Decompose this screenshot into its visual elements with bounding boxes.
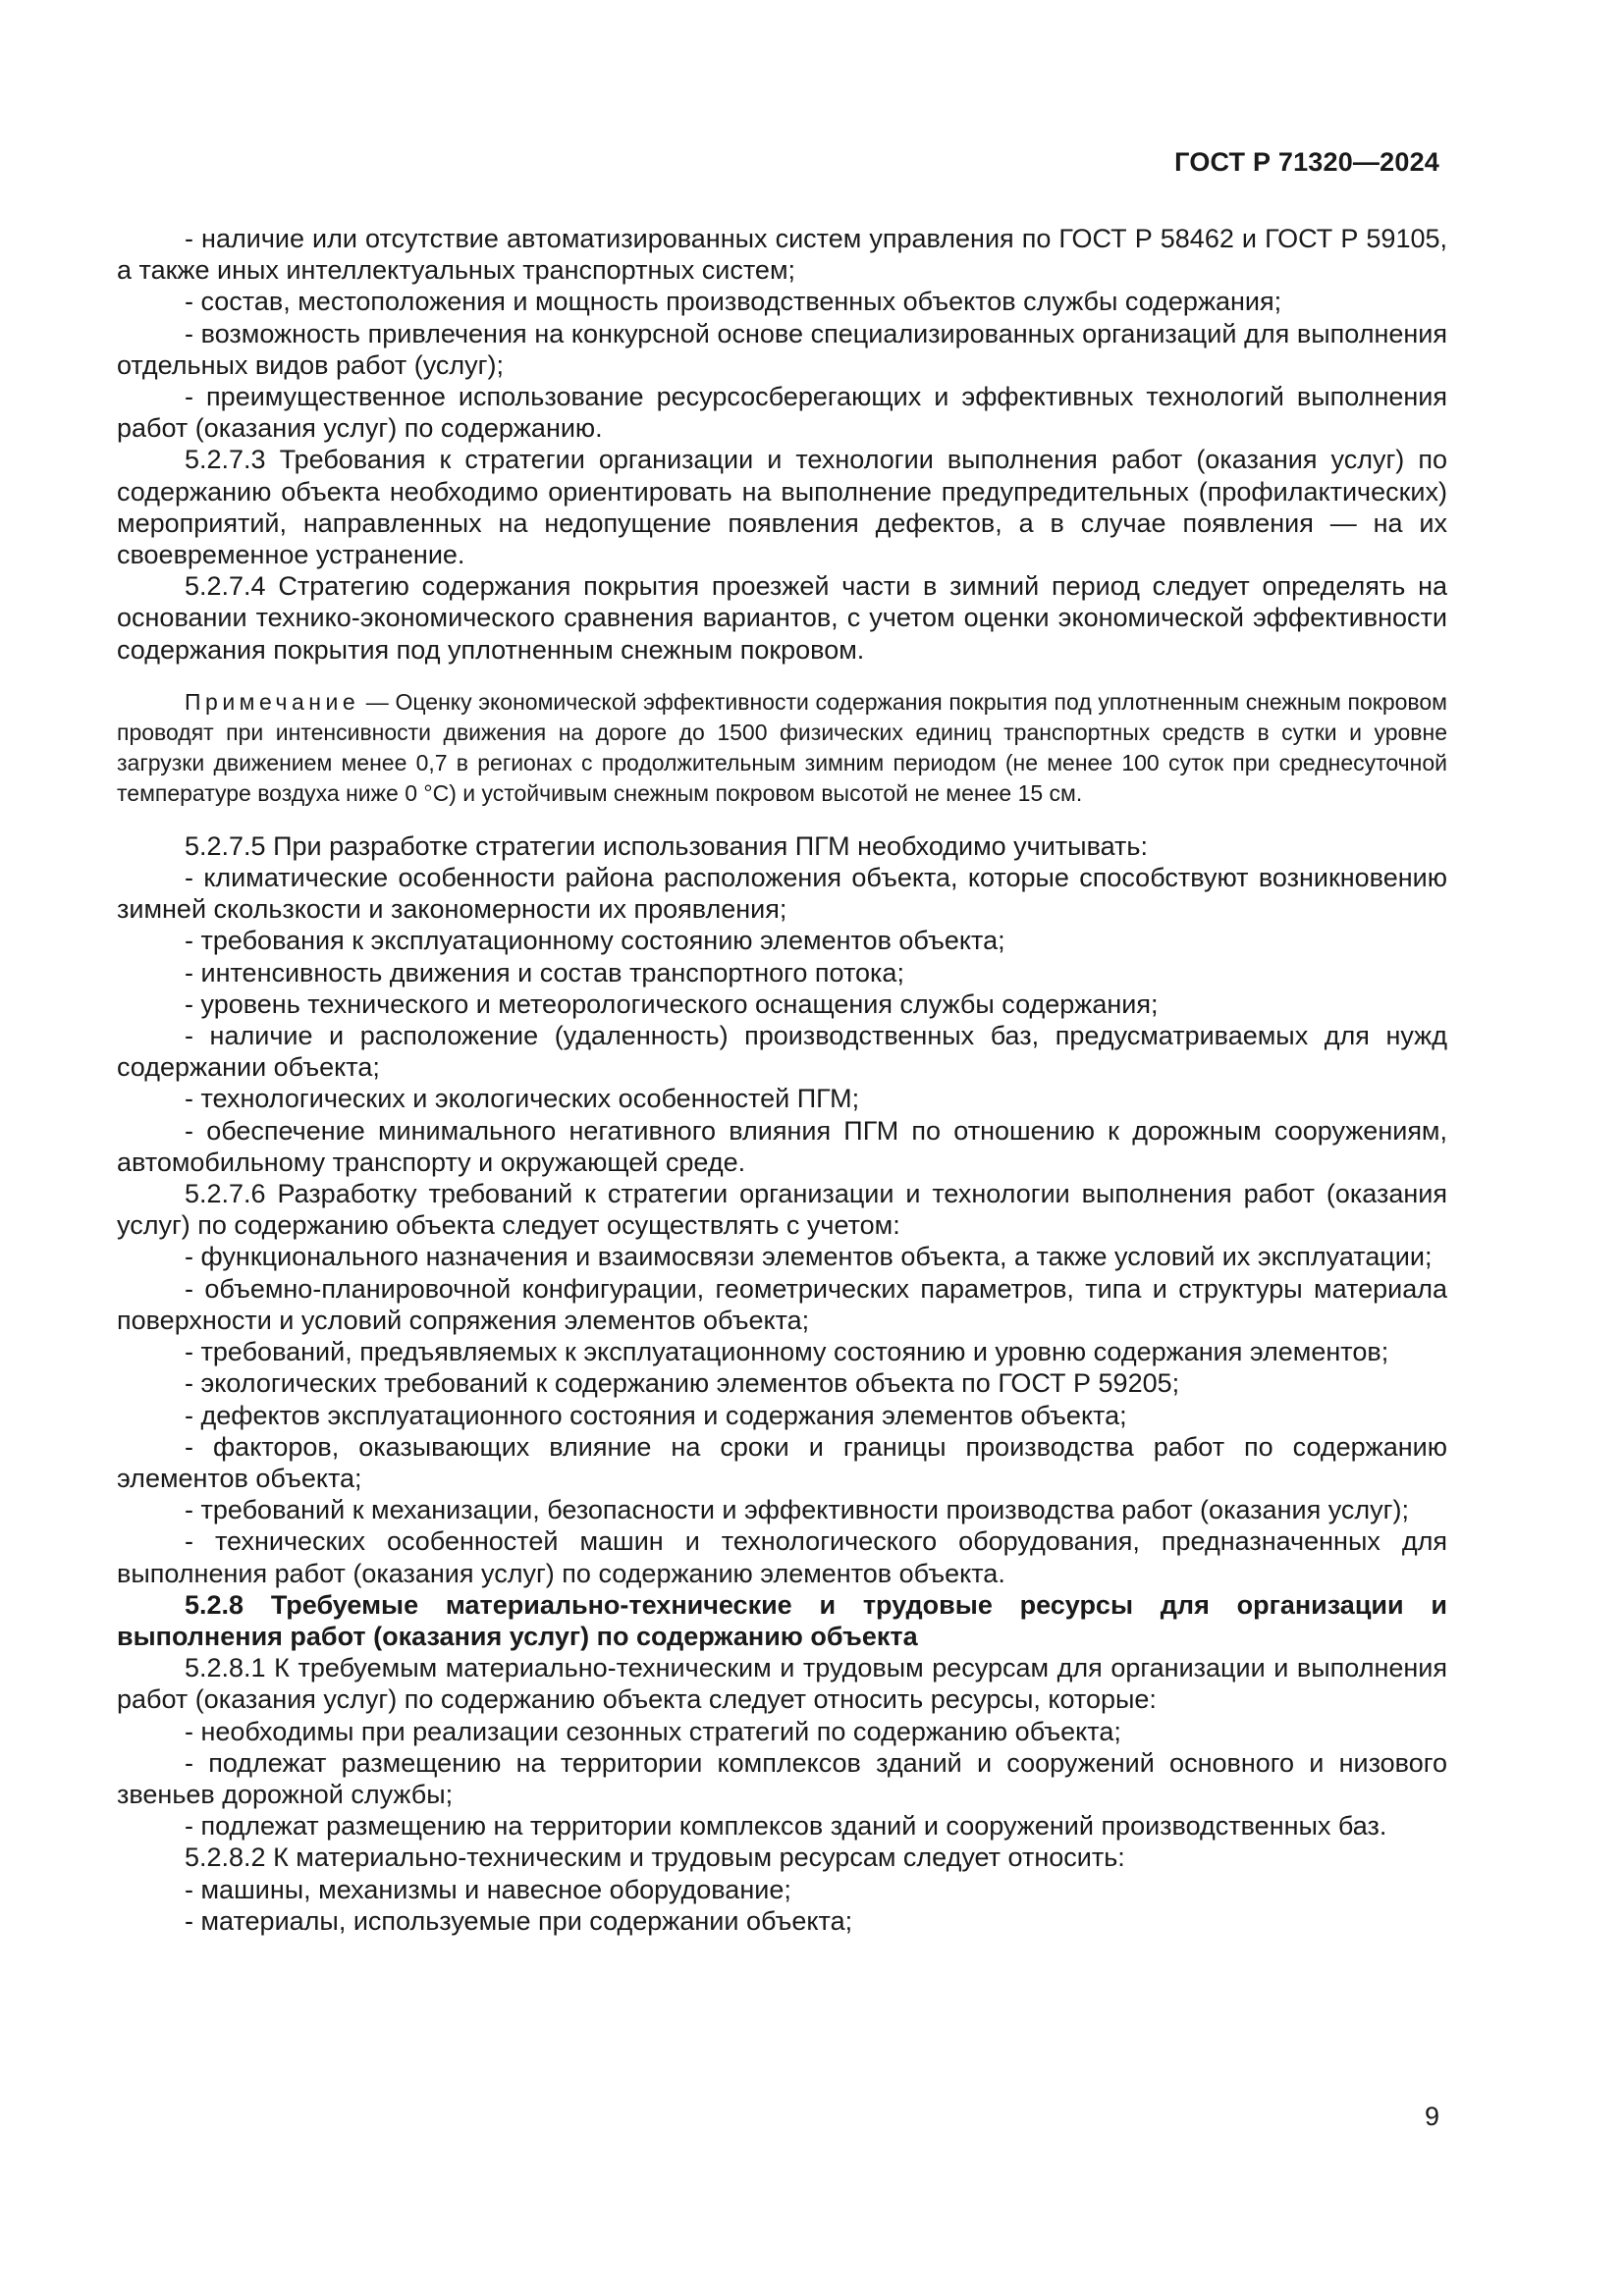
- note-label: Примечание: [185, 688, 360, 715]
- list-item: - дефектов эксплуатационного состояния и содержания элементов объекта;: [185, 1400, 1127, 1430]
- list-item: - технологических и экологических особенностей ПГМ;: [185, 1084, 860, 1114]
- list-item: - преимущественное использование ресурсосберегающих и эффективных технологий выполнения работ (оказания услуг) по содержанию.: [117, 382, 1447, 444]
- list-item: - возможность привлечения на конкурсной основе специализированных организаций для выполнения отдельных видов работ (услуг);: [117, 318, 1447, 380]
- list-item: - состав, местоположения и мощность производственных объектов службы содержания;: [185, 287, 1282, 317]
- document-code-header: ГОСТ Р 71320—2024: [1174, 147, 1439, 177]
- list-item: - требований к механизации, безопасности и эффективности производства работ (оказания услуг);: [185, 1495, 1409, 1525]
- note-text: — Оценку экономической эффективности содержания покрытия под уплотненным снежным покровом проводят при интенсивности движения на дороге до 1500 физических единиц транспортных средств в сутки и уровне загрузки движением менее 0,7 в регионах с продолжительным зимним периодом (не менее 100 суток при среднесуточной температуре воздуха ниже 0 °С) и устойчивым снежным покровом высотой не менее 15 см.: [117, 688, 1447, 806]
- clause-5-2-7-3: 5.2.7.3 Требования к стратегии организации и технологии выполнения работ (оказания услуг) по содержанию объекта необходимо ориентировать на выполнение предупредительных (профилактических) мероприятий, направленных на недопущение появления дефектов, а в случае появления — на их своевременное устранение.: [117, 445, 1447, 570]
- list-item: - уровень технического и метеорологического оснащения службы содержания;: [185, 988, 1159, 1019]
- page-number: 9: [1424, 2102, 1439, 2131]
- list-item: - технических особенностей машин и технологического оборудования, предназначенных для выполнения работ (оказания услуг) по содержанию элементов объекта.: [117, 1526, 1447, 1588]
- list-item: - подлежат размещению на территории комплексов зданий и сооружений основного и низового звеньев дорожной службы;: [117, 1747, 1447, 1809]
- clause-5-2-8-1: 5.2.8.1 К требуемым материально-техническим и трудовым ресурсам для организации и выполнения работ (оказания услуг) по содержанию объекта следует относить ресурсы, которые:: [117, 1653, 1447, 1715]
- clause-5-2-7-4: 5.2.7.4 Стратегию содержания покрытия проезжей части в зимний период следует определять на основании технико-экономического сравнения вариантов, с учетом оценки экономической эффективности содержания покрытия под уплотненным снежным покровом.: [117, 571, 1447, 665]
- clause-5-2-8-2: 5.2.8.2 К материально-техническим и трудовым ресурсам следует относить:: [185, 1842, 1125, 1873]
- list-item: - обеспечение минимального негативного влияния ПГМ по отношению к дорожным сооружениям, автомобильному транспорту и окружающей среде.: [117, 1115, 1447, 1177]
- note-block: [117, 687, 1447, 809]
- list-item: - факторов, оказывающих влияние на сроки и границы производства работ по содержанию элементов объекта;: [117, 1431, 1447, 1493]
- list-item: - материалы, используемые при содержании объекта;: [185, 1905, 853, 1936]
- list-item: - функционального назначения и взаимосвязи элементов объекта, а также условий их эксплуатации;: [185, 1242, 1433, 1272]
- list-item: - климатические особенности района расположения объекта, которые способствуют возникновению зимней скользкости и закономерности их проявления;: [117, 863, 1447, 925]
- list-item: - машины, механизмы и навесное оборудование;: [185, 1874, 791, 1904]
- clause-5-2-7-5: 5.2.7.5 При разработке стратегии использования ПГМ необходимо учитывать:: [185, 830, 1148, 861]
- section-heading-5-2-8: 5.2.8 Требуемые материально-технические и трудовые ресурсы для организации и выполнения работ (оказания услуг) по содержанию объекта: [117, 1589, 1447, 1651]
- list-item: - экологических требований к содержанию элементов объекта по ГОСТ Р 59205;: [185, 1368, 1180, 1399]
- list-item: - объемно-планировочной конфигурации, геометрических параметров, типа и структуры материала поверхности и условий сопряжения элементов объекта;: [117, 1273, 1447, 1335]
- page-body: [117, 223, 1447, 1937]
- clause-5-2-7-6: 5.2.7.6 Разработку требований к стратегии организации и технологии выполнения работ (оказания услуг) по содержанию объекта следует осуществлять с учетом:: [117, 1179, 1447, 1241]
- list-item: - необходимы при реализации сезонных стратегий по содержанию объекта;: [185, 1716, 1121, 1746]
- list-item: - требований, предъявляемых к эксплуатационному состоянию и уровню содержания элементов;: [185, 1337, 1389, 1367]
- list-item: - интенсивность движения и состав транспортного потока;: [185, 957, 904, 988]
- list-item: - наличие или отсутствие автоматизированных систем управления по ГОСТ Р 58462 и ГОСТ Р 59105, а также иных интеллектуальных транспортных систем;: [117, 224, 1447, 286]
- list-item: - подлежат размещению на территории комплексов зданий и сооружений производственных баз.: [185, 1811, 1387, 1842]
- list-item: - наличие и расположение (удаленность) производственных баз, предусматриваемых для нужд содержании объекта;: [117, 1021, 1447, 1083]
- list-item: - требования к эксплуатационному состоянию элементов объекта;: [185, 926, 1005, 956]
